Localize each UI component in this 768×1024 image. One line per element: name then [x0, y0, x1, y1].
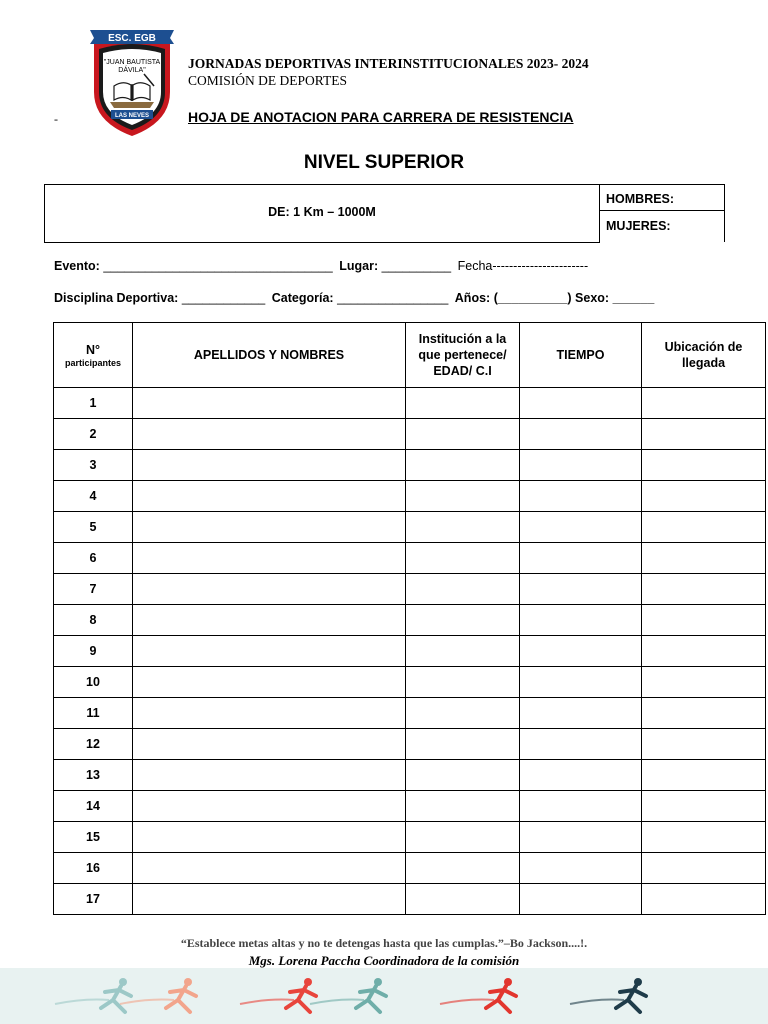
row-number: 6: [54, 543, 133, 574]
time-cell[interactable]: [520, 543, 642, 574]
institution-cell[interactable]: [406, 574, 520, 605]
institution-cell[interactable]: [406, 791, 520, 822]
commission-subtitle: COMISIÓN DE DEPORTES: [188, 73, 347, 88]
row-number: 3: [54, 450, 133, 481]
name-cell[interactable]: [133, 698, 406, 729]
row-number: 2: [54, 419, 133, 450]
position-cell[interactable]: [642, 388, 766, 419]
institution-cell[interactable]: [406, 450, 520, 481]
table-row: [54, 450, 766, 481]
runners-illustration: [0, 968, 768, 1024]
time-cell[interactable]: [520, 388, 642, 419]
institution-cell[interactable]: [406, 667, 520, 698]
institution-cell[interactable]: [406, 822, 520, 853]
position-cell[interactable]: [642, 667, 766, 698]
evento-blank[interactable]: _________________________________: [103, 259, 333, 273]
discipline-info-line: [54, 291, 654, 305]
position-cell[interactable]: [642, 822, 766, 853]
time-cell[interactable]: [520, 450, 642, 481]
row-number: 16: [54, 853, 133, 884]
table-row: [54, 760, 766, 791]
name-cell[interactable]: [133, 605, 406, 636]
men-row: [600, 185, 725, 211]
coordinator-signature: Mgs. Lorena Paccha Coordinadora de la comisión: [248, 953, 520, 968]
table-row: [54, 481, 766, 512]
time-cell[interactable]: [520, 791, 642, 822]
time-cell[interactable]: [520, 822, 642, 853]
name-cell[interactable]: [133, 481, 406, 512]
anos-label: Años:: [454, 291, 491, 305]
row-number: 11: [54, 698, 133, 729]
row-number: 13: [54, 760, 133, 791]
name-cell[interactable]: [133, 884, 406, 915]
time-cell[interactable]: [520, 667, 642, 698]
time-cell[interactable]: [520, 574, 642, 605]
position-cell[interactable]: [642, 450, 766, 481]
time-cell[interactable]: [520, 698, 642, 729]
table-body: [54, 388, 766, 915]
name-cell[interactable]: [133, 388, 406, 419]
institution-cell[interactable]: [406, 419, 520, 450]
table-row: [54, 388, 766, 419]
col-header-time: TIEMPO: [520, 323, 642, 388]
table-row: [54, 667, 766, 698]
row-number: 8: [54, 605, 133, 636]
name-cell[interactable]: [133, 791, 406, 822]
event-title: JORNADAS DEPORTIVAS INTERINSTITUCIONALES 2023- 2024: [188, 56, 589, 71]
name-cell[interactable]: [133, 667, 406, 698]
table-row: [54, 884, 766, 915]
institution-cell[interactable]: [406, 729, 520, 760]
row-number: 5: [54, 512, 133, 543]
name-cell[interactable]: [133, 512, 406, 543]
table-row: [54, 512, 766, 543]
position-cell[interactable]: [642, 543, 766, 574]
categoria-label: Categoría:: [271, 291, 334, 305]
number-header: N°: [85, 342, 101, 357]
name-cell[interactable]: [133, 450, 406, 481]
logo-name-line1: "JUAN BAUTISTA: [103, 59, 161, 66]
time-cell[interactable]: [520, 884, 642, 915]
institution-cell[interactable]: [406, 760, 520, 791]
table-row: [54, 698, 766, 729]
table-row: [54, 605, 766, 636]
distance-box: [44, 184, 600, 243]
institution-cell[interactable]: [406, 884, 520, 915]
position-cell[interactable]: [642, 481, 766, 512]
position-cell[interactable]: [642, 884, 766, 915]
position-cell[interactable]: [642, 512, 766, 543]
position-cell[interactable]: [642, 729, 766, 760]
runner-figure: [240, 978, 316, 1012]
position-cell[interactable]: [642, 636, 766, 667]
table-row: [54, 822, 766, 853]
evento-label: Evento:: [54, 259, 100, 273]
event-info-line: [54, 259, 591, 273]
institution-cell[interactable]: [406, 698, 520, 729]
men-label: HOMBRES:: [606, 192, 675, 206]
institution-cell[interactable]: [406, 605, 520, 636]
sexo-blank[interactable]: ______: [612, 291, 655, 305]
col-header-names: APELLIDOS Y NOMBRES: [133, 323, 406, 388]
gender-box: [600, 184, 725, 242]
participants-table: [53, 322, 766, 915]
time-cell[interactable]: [520, 512, 642, 543]
row-number: 15: [54, 822, 133, 853]
runner-figure: [55, 978, 131, 1012]
name-cell[interactable]: [133, 543, 406, 574]
categoria-blank[interactable]: ________________: [337, 291, 449, 305]
position-cell[interactable]: [642, 605, 766, 636]
row-number: 9: [54, 636, 133, 667]
disciplina-blank[interactable]: ____________: [181, 291, 266, 305]
row-number: 14: [54, 791, 133, 822]
table-row: [54, 543, 766, 574]
name-cell[interactable]: [133, 822, 406, 853]
institution-cell[interactable]: [406, 388, 520, 419]
anos-blank[interactable]: (__________): [493, 291, 572, 305]
logo-place-text: LAS NEVES: [114, 113, 150, 119]
logo-name-line2: DÁVILA": [118, 67, 146, 74]
time-cell[interactable]: [520, 605, 642, 636]
col-header-number: [54, 323, 133, 388]
position-cell[interactable]: [642, 574, 766, 605]
institution-cell[interactable]: [406, 543, 520, 574]
time-cell[interactable]: [520, 760, 642, 791]
runner-figure: [440, 978, 516, 1012]
table-row: [54, 636, 766, 667]
stray-mark: -: [54, 112, 58, 126]
lugar-label: Lugar:: [339, 259, 379, 273]
lugar-blank[interactable]: __________: [381, 259, 452, 273]
table-row: [54, 853, 766, 884]
time-cell[interactable]: [520, 729, 642, 760]
institution-cell[interactable]: [406, 853, 520, 884]
disciplina-label: Disciplina Deportiva:: [54, 291, 179, 305]
name-cell[interactable]: [133, 853, 406, 884]
row-number: 12: [54, 729, 133, 760]
school-logo: [84, 22, 180, 138]
name-cell[interactable]: [133, 419, 406, 450]
runner-figure: [570, 978, 646, 1012]
row-number: 4: [54, 481, 133, 512]
distance-label: DE: 1 Km – 1000M: [268, 205, 376, 219]
sheet-title: HOJA DE ANOTACION PARA CARRERA DE RESISTENCIA: [188, 109, 574, 125]
position-cell[interactable]: [642, 853, 766, 884]
name-cell[interactable]: [133, 729, 406, 760]
position-cell[interactable]: [642, 698, 766, 729]
table-row: [54, 729, 766, 760]
col-header-position: Ubicación de llegada: [642, 323, 766, 388]
institution-cell[interactable]: [406, 481, 520, 512]
fecha-field[interactable]: Fecha-----------------------: [457, 259, 589, 273]
level-heading: NIVEL SUPERIOR: [303, 152, 465, 173]
time-cell[interactable]: [520, 419, 642, 450]
time-cell[interactable]: [520, 481, 642, 512]
sexo-label: Sexo:: [575, 291, 610, 305]
position-cell[interactable]: [642, 760, 766, 791]
position-cell[interactable]: [642, 791, 766, 822]
position-cell[interactable]: [642, 419, 766, 450]
time-cell[interactable]: [520, 636, 642, 667]
institution-cell[interactable]: [406, 512, 520, 543]
table-row: [54, 791, 766, 822]
women-label: MUJERES:: [606, 219, 671, 233]
name-cell[interactable]: [133, 636, 406, 667]
row-number: 17: [54, 884, 133, 915]
table-row: [54, 419, 766, 450]
motivational-quote: “Establece metas altas y no te detengas hasta que las cumplas.”–Bo Jackson....!.: [180, 936, 588, 950]
runner-figure: [310, 978, 386, 1012]
row-number: 10: [54, 667, 133, 698]
row-number: 1: [54, 388, 133, 419]
participants-subheader: participantes: [64, 357, 122, 368]
name-cell[interactable]: [133, 574, 406, 605]
row-number: 7: [54, 574, 133, 605]
table-row: [54, 574, 766, 605]
time-cell[interactable]: [520, 853, 642, 884]
name-cell[interactable]: [133, 760, 406, 791]
table-header-row: [54, 323, 766, 388]
col-header-institution: Institución a la que pertenece/ EDAD/ C.I: [406, 323, 520, 388]
institution-cell[interactable]: [406, 636, 520, 667]
logo-banner-text: ESC. EGB: [108, 33, 156, 44]
